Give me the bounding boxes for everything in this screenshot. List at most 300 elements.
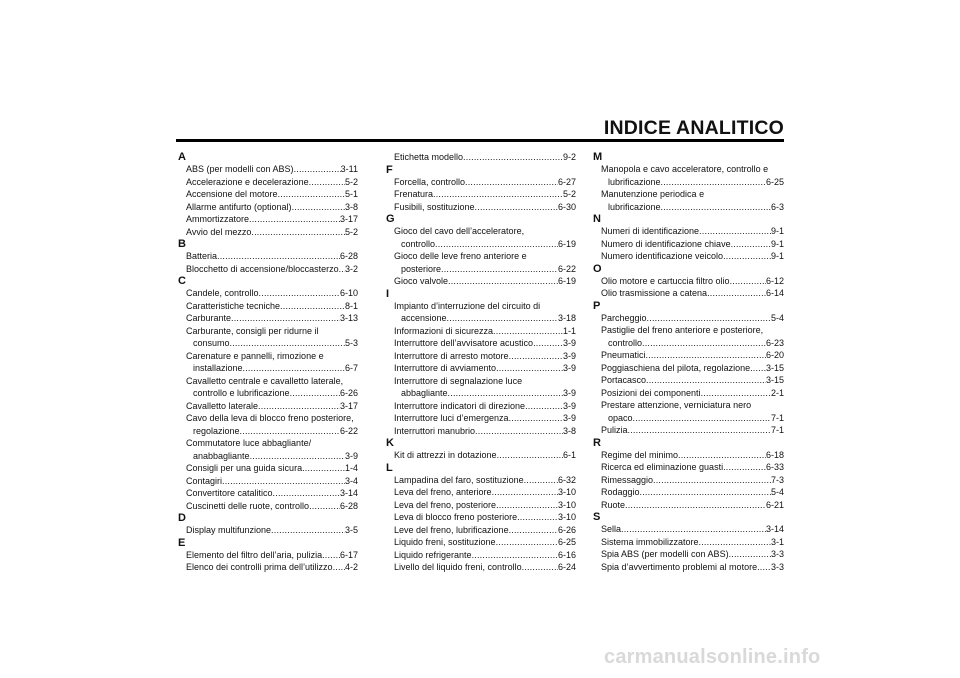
index-entry-text: Allarme antifurto (optional) [186,201,292,212]
index-entry [593,176,784,189]
index-entry-text: accensione [401,313,447,323]
index-entry [386,486,576,499]
index-entry-text: controllo [608,337,643,348]
section-letter: F [386,163,393,176]
index-entry-page: 7-1 [770,425,784,435]
index-entry-text: Cavalletto centrale e cavalletto laterale, [186,375,344,386]
index-entry [386,561,576,574]
index-entry [386,449,576,462]
dot-leader [701,387,771,400]
index-entry-page: 3-5 [344,525,358,535]
index-entry [593,275,784,288]
index-entry [386,549,576,562]
index-entry-text: Candele, controllo [186,288,259,298]
dot-leader [258,400,340,413]
index-entry-page: 5-2 [344,176,358,187]
index-entry [386,400,576,413]
index-entry [593,374,784,387]
index-entry [386,337,576,350]
index-entry-text: regolazione [193,425,240,436]
index-entry-page: 5-3 [344,338,358,348]
index-entry-page: 3-3 [770,561,784,572]
index-entry [386,474,576,487]
index-entry-text: Interruttori manubrio [394,425,476,436]
index-entry [178,312,358,325]
dot-leader [633,412,771,425]
index-entry-page: 7-3 [770,474,784,485]
index-entry [178,561,358,574]
index-entry-text: Pastiglie del freno anteriore e posteriore, [601,325,764,335]
dot-leader [731,238,771,251]
index-entry-text: Numero identificazione veicolo [601,251,724,261]
index-entry [178,176,358,189]
index-entry-text: installazione [193,363,243,373]
index-entry-text: Leva del freno, anteriore [394,487,492,497]
dot-leader [723,461,766,474]
index-entry-page: 3-9 [562,338,576,348]
section-letter: C [178,275,186,287]
index-entry-text: Lampadina del faro, sostituzione [394,474,524,485]
index-entry-page: 6-22 [339,425,358,436]
index-entry-page: 3-13 [339,313,358,323]
index-entry [386,350,576,363]
index-entry-text: Forcella, controllo [394,176,466,187]
index-entry-page: 3-9 [562,363,576,373]
index-entry-text: Commutatore luce abbagliante/ [186,438,312,448]
index-entry-page: 3-11 [340,164,358,174]
index-column-2 [386,151,576,574]
index-entry [386,263,576,276]
dot-leader [249,213,340,226]
index-entry-page: 6-23 [765,337,784,348]
dot-leader [678,449,766,462]
dot-leader [496,536,558,549]
index-entry-page: 6-26 [557,524,576,535]
index-entry-text: Fusibili, sostituzione [394,201,475,212]
index-entry-page: 6-26 [339,388,358,398]
index-entry-page: 6-25 [765,176,784,187]
index-entry [386,325,576,338]
index-entry [593,461,784,474]
index-entry-page: 6-20 [765,350,784,360]
index-entry-text: Pulizia [601,425,628,435]
dot-leader [496,499,558,512]
dot-leader [251,226,345,239]
dot-leader [435,238,558,251]
dot-leader [730,275,766,288]
dot-leader [222,475,345,488]
index-entry-text: Cavo della leva di blocco freno posteriore, [186,413,354,423]
section-letter: E [178,536,186,549]
index-entry-page: 3-8 [562,425,576,436]
index-entry-text: Portacasco [601,375,647,385]
index-entry-page: 6-33 [765,462,784,472]
index-entry [386,499,576,512]
index-entry [178,462,358,475]
index-entry [178,487,358,500]
index-entry-text: Interruttore luci d’emergenza [394,413,509,423]
dot-leader [628,424,771,437]
index-entry-text: Contagiri [186,475,223,486]
page-title: INDICE ANALITICO [603,117,784,139]
index-entry [386,151,576,164]
title-rule [176,139,784,142]
index-entry-text: Convertitore catalitico [186,488,273,498]
section-letter: D [178,512,186,524]
index-entry-text: opaco [608,412,633,423]
index-entry-page: 6-19 [557,238,576,249]
index-entry-page: 6-19 [557,276,576,286]
index-entry-page: 9-1 [770,226,784,236]
dot-leader [525,400,563,413]
index-entry-page: 7-1 [770,412,784,423]
index-entry [593,349,784,362]
index-entry-text: Consigli per una guida sicura [186,463,303,473]
index-entry-text: Impianto d’interruzione del circuito di [394,300,541,311]
index-column-3 [593,151,784,573]
dot-leader [707,287,766,300]
index-entry-page: 6-14 [765,288,784,298]
dot-leader [475,425,563,438]
dot-leader [524,474,558,487]
index-entry [386,238,576,251]
index-entry [178,450,358,463]
index-entry-text: posteriore [401,263,442,274]
index-entry-text: Poggiaschiena del pilota, regolazione [601,362,751,373]
dot-leader [475,201,558,214]
section-letter: O [593,262,602,275]
dot-leader [621,523,766,536]
index-entry-page: 3-10 [557,499,576,510]
dot-leader [647,312,771,325]
index-entry [178,500,358,513]
index-entry [593,523,784,536]
index-entry-text: Regime del minimo [601,449,679,460]
dot-leader [493,325,563,338]
index-entry-text: Livello del liquido freni, controllo [394,562,522,572]
index-entry [386,362,576,375]
index-entry [593,312,784,325]
index-entry-text: Avvio del mezzo [186,226,252,237]
index-entry-page: 6-12 [765,275,784,286]
index-entry [386,312,576,325]
index-entry-page: 6-28 [339,251,358,261]
index-entry-text: Liquido refrigerante [394,549,472,560]
index-entry-page: 3-17 [339,400,358,411]
index-entry [178,163,358,176]
index-entry [593,238,784,251]
index-entry-text: Gioco del cavo dell’acceleratore, [394,226,525,236]
dot-leader [492,486,558,499]
index-entry-text: Manopola e cavo acceleratore, controllo e [601,164,769,174]
index-entry-text: Cuscinetti delle ruote, controllo [186,500,310,511]
index-entry-page: 6-16 [557,549,576,560]
index-entry-page: 6-1 [562,450,576,460]
section-letter: G [386,213,395,225]
index-entry-text: Sistema immobilizzatore [601,536,699,547]
dot-leader [465,176,558,189]
index-entry [386,176,576,189]
index-entry-text: ABS (per modelli con ABS) [186,164,294,174]
index-entry-text: Etichetta modello [394,152,464,162]
dot-leader [625,499,766,512]
index-entry [593,287,784,300]
index-entry-page: 5-2 [344,226,358,237]
index-entry-page: 6-25 [557,537,576,547]
dot-leader [533,337,563,350]
index-entry-text: Ricerca ed eliminazione guasti [601,462,724,472]
index-entry-text: Elenco dei controlli prima dell’utilizzo [186,562,333,572]
index-entry [593,250,784,263]
dot-leader [250,450,345,463]
index-entry-page: 6-7 [344,363,358,373]
index-entry [386,201,576,214]
index-entry-page: 3-8 [344,201,358,212]
index-entry [593,387,784,400]
index-entry [386,536,576,549]
dot-leader [280,300,345,313]
index-column-1 [178,151,358,574]
index-entry-page: 3-18 [557,313,576,323]
index-entry-page: 3-17 [339,214,358,224]
dot-leader [292,201,345,214]
index-entry [178,188,358,201]
dot-leader [333,561,345,574]
section-letter: P [593,299,601,312]
section-letter: M [593,151,603,163]
dot-leader [509,350,563,363]
index-entry [178,549,358,562]
dot-leader [642,337,766,350]
index-entry-text: Spia ABS (per modelli con ABS) [601,549,729,559]
index-entry-text: lubrificazione [608,201,661,212]
index-entry [593,449,784,462]
index-entry-text: Interruttore di arresto motore [394,350,509,361]
index-entry [178,263,358,276]
index-entry-page: 3-10 [557,487,576,497]
dot-leader [522,561,558,574]
section-letter: B [178,238,186,250]
index-entry [178,387,358,400]
index-entry-page: 1-1 [562,325,576,336]
dot-leader [757,561,771,574]
index-entry [178,250,358,263]
index-entry-text: anabbagliante [193,450,250,461]
index-entry-text: Ruote [601,499,626,510]
index-entry-text: Interruttore dell’avvisatore acustico [394,338,534,348]
index-entry-page: 9-1 [770,238,784,249]
index-entry [386,387,576,400]
index-entry-text: Accensione del motore [186,189,278,199]
index-entry-page: 3-9 [562,388,576,398]
index-entry-text: Spia d’avvertimento problemi al motore [601,561,758,572]
dot-leader [433,188,563,201]
index-entry-text: Display multifunzione [186,525,272,535]
index-entry-text: Batteria [186,251,218,261]
index-entry-page: 3-2 [344,263,358,274]
index-entry-page: 5-1 [344,189,358,199]
index-entry [178,201,358,214]
section-letter: L [386,461,393,474]
index-entry-page: 6-10 [339,288,358,298]
index-entry-page: 6-21 [765,499,784,510]
index-entry-text: Interruttore di segnalazione luce [394,375,523,386]
index-entry [593,424,784,437]
index-entry-text: Prestare attenzione, verniciatura nero [601,400,752,410]
index-entry-text: Interruttore di avviamento [394,363,497,373]
index-entry [386,524,576,537]
dot-leader [448,387,563,400]
index-entry-page: 5-4 [770,312,784,323]
index-entry-page: 6-22 [557,263,576,274]
index-entry-text: Accelerazione e decelerazione [186,176,309,187]
index-entry-page: 3-14 [765,524,784,534]
index-entry [178,287,358,300]
index-entry-page: 3-9 [562,350,576,361]
dot-leader [497,449,563,462]
dot-leader [646,374,766,387]
index-entry-text: Posizioni dei componenti [601,387,701,398]
index-entry-page: 6-3 [770,201,784,212]
dot-leader [273,487,340,500]
index-entry [593,201,784,214]
index-entry-page: 1-4 [344,463,358,473]
index-entry-text: Cavalletto laterale [186,400,259,411]
dot-leader [240,425,340,438]
index-entry [178,362,358,375]
dot-leader [699,225,771,238]
index-entry [386,511,576,524]
index-entry [386,188,576,201]
index-entry-text: Elemento del filtro dell’aria, pulizia [186,549,323,560]
index-entry-page: 3-4 [344,475,358,486]
dot-leader [640,486,771,499]
index-entry [178,213,358,226]
index-entry [593,536,784,549]
dot-leader [294,163,341,176]
index-entry-text: Manutenzione periodica e [601,189,705,199]
index-entry-page: 5-2 [562,189,576,199]
index-entry-text: Numero di identificazione chiave [601,238,731,249]
index-entry-text: Sella [601,524,622,534]
index-entry-page: 3-10 [557,512,576,522]
dot-leader [699,536,771,549]
index-entry [178,475,358,488]
index-entry-text: Leva del freno, posteriore [394,499,497,510]
index-entry-page: 6-24 [557,562,576,572]
index-entry [386,412,576,425]
dot-leader [729,548,771,561]
dot-leader [230,337,345,350]
dot-leader [750,362,766,375]
index-entry [178,524,358,537]
index-entry-page: 6-30 [557,201,576,212]
index-entry [593,486,784,499]
index-entry-text: abbagliante [401,388,448,398]
index-entry [178,425,358,438]
index-entry [593,499,784,512]
dot-leader [243,362,345,375]
index-entry-text: Gioco delle leve freno anteriore e [394,251,527,261]
index-entry-page: 6-32 [557,474,576,485]
index-entry-text: Gioco valvole [394,276,449,286]
dot-leader [463,151,563,164]
index-entry-text: Pneumatici [601,350,646,360]
index-entry [178,400,358,413]
dot-leader [309,176,345,189]
index-entry [593,561,784,574]
section-letter: N [593,213,601,225]
dot-leader [448,275,558,288]
index-entry-text: Frenatura [394,189,434,199]
index-entry [593,225,784,238]
section-letter: I [386,287,390,300]
index-entry-text: Numeri di identificazione [601,226,700,236]
dot-leader [231,312,340,325]
dot-leader [646,349,766,362]
index-entry-page: 3-15 [765,362,784,373]
index-entry [178,300,358,313]
section-letter: S [593,511,601,523]
index-entry-text: controllo e lubrificazione [193,388,290,398]
index-entry-page: 3-14 [339,488,358,498]
index-entry [593,412,784,425]
index-entry [593,474,784,487]
index-entry-page: 4-2 [344,562,358,572]
dot-leader [259,287,340,300]
dot-leader [517,511,558,524]
dot-leader [472,549,558,562]
dot-leader [302,462,345,475]
index-entry-page: 9-1 [770,251,784,261]
index-entry-text: Olio trasmissione a catena [601,288,708,298]
section-letter: A [178,151,186,163]
index-entry-text: Informazioni di sicurezza [394,325,494,336]
index-entry-text: Carburante [186,313,232,323]
index-entry-page: 6-27 [557,176,576,187]
dot-leader [661,176,766,189]
index-entry [386,425,576,438]
index-entry [593,548,784,561]
dot-leader [271,524,345,537]
index-entry-text: Olio motore e cartuccia filtro olio [601,275,730,286]
index-entry [593,337,784,350]
index-entry-page: 6-18 [765,449,784,460]
index-entry-text: lubrificazione [608,176,661,187]
index-entry-page: 3-15 [765,375,784,385]
index-entry-page: 3-3 [770,549,784,559]
index-entry-text: Blocchetto di accensione/bloccasterzo [186,263,339,274]
dot-leader [496,362,563,375]
index-entry [178,226,358,239]
index-entry-page: 3-1 [770,536,784,547]
dot-leader [441,263,558,276]
index-entry-text: controllo [401,238,436,249]
dot-leader [509,412,563,425]
index-entry-page: 8-1 [344,300,358,311]
index-entry [593,362,784,375]
dot-leader [278,188,345,201]
dot-leader [309,500,340,513]
index-entry-page: 9-2 [562,152,576,162]
dot-leader [322,549,340,562]
index-entry-text: Liquido freni, sostituzione [394,537,496,547]
index-entry [386,275,576,288]
index-entry-text: Rimessaggio [601,474,654,485]
index-entry-page: 3-9 [562,400,576,411]
dot-leader [447,312,558,325]
index-entry-text: Rodaggio [601,487,640,497]
